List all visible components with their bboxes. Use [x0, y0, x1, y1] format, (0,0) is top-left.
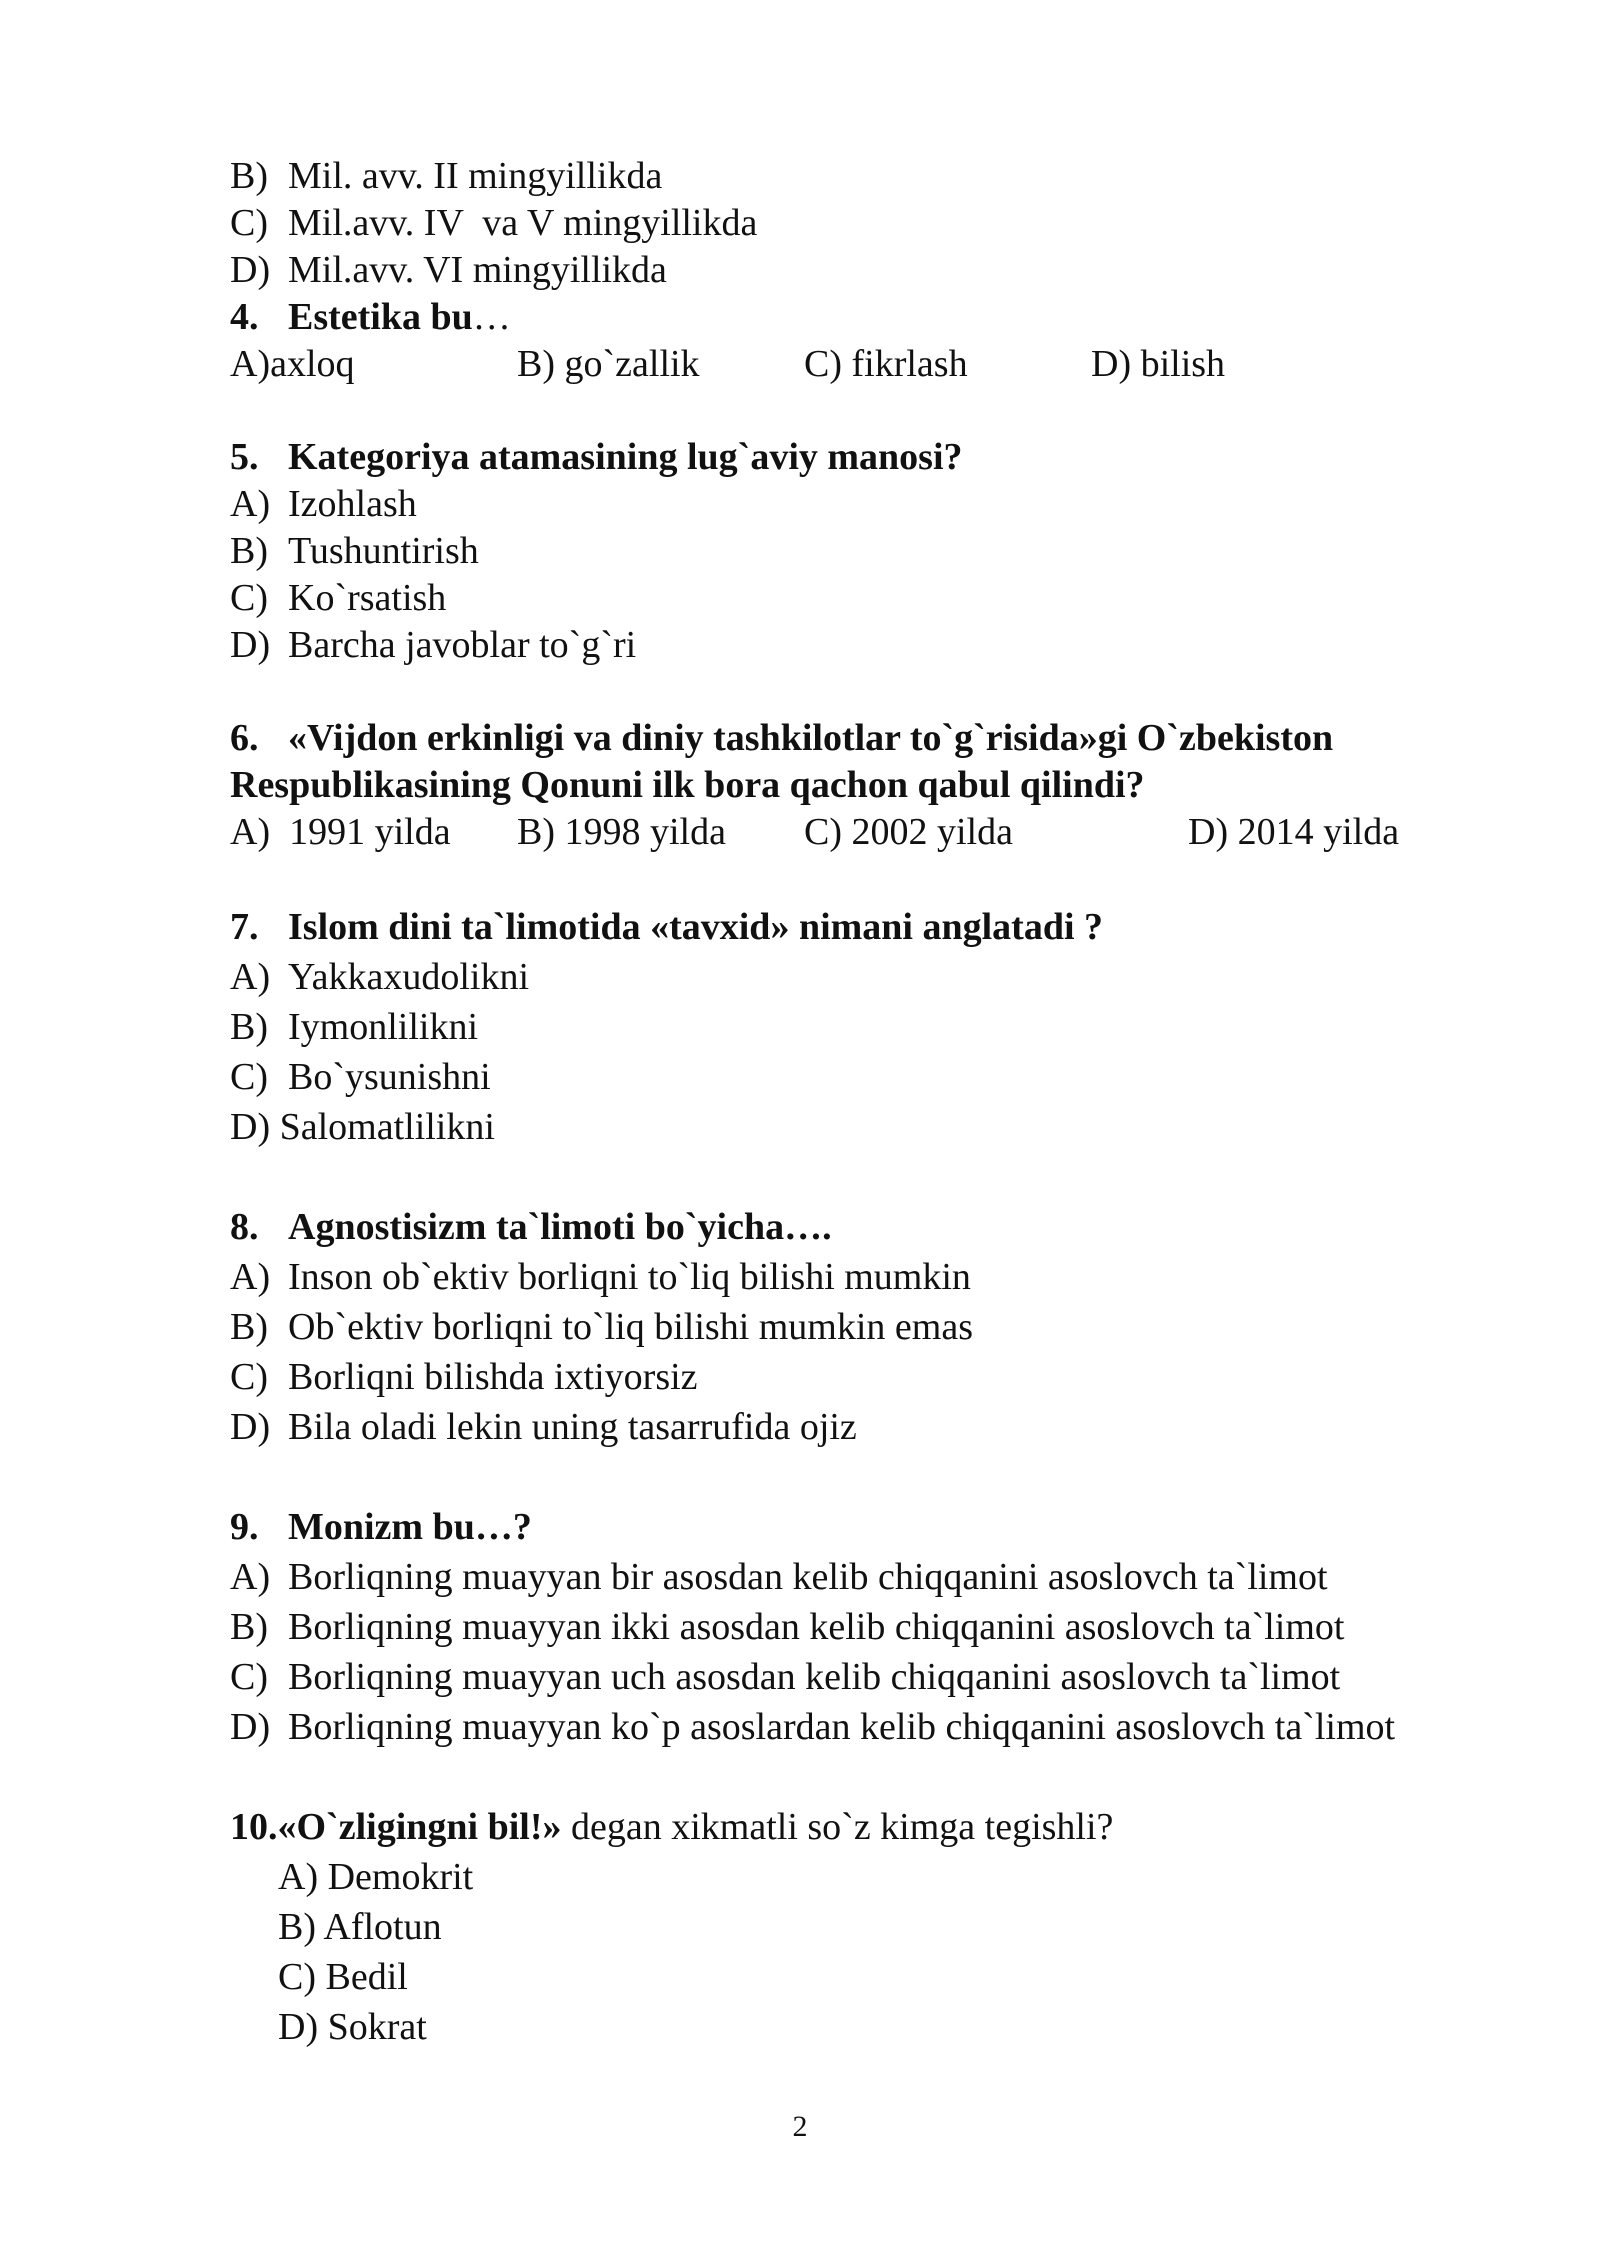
q7-option-a	[230, 954, 529, 1000]
option-text: Borliqning muayyan ikki asosdan kelib chiqqanini asoslovch ta`limot	[288, 1606, 1345, 1648]
q10-option-b: B) Aflotun	[278, 1906, 442, 1948]
option-letter: B)	[230, 1606, 268, 1648]
q4-option-c: C) fikrlash	[804, 343, 968, 385]
option-letter: A)	[230, 956, 271, 998]
q8-option-b	[230, 1304, 973, 1350]
q7-option-c	[230, 1054, 491, 1100]
question-text: Monizm bu…?	[288, 1506, 532, 1548]
question-10	[230, 1804, 1113, 1850]
option-letter: A)	[230, 1556, 271, 1598]
q7-option-b	[230, 1004, 478, 1050]
option-letter: B)	[230, 1006, 268, 1048]
option-text: Borliqning muayyan uch asosdan kelib chiqqanini asoslovch ta`limot	[288, 1656, 1341, 1698]
option-text: Borliqni bilishda ixtiyorsiz	[288, 1356, 698, 1398]
question-number: 6.	[230, 717, 259, 759]
question-text-line1: «Vijdon erkinligi va diniy tashkilotlar to`g`risida»gi O`zbekiston	[288, 717, 1334, 759]
q5-option-b	[230, 528, 479, 574]
q3-option-c	[230, 200, 757, 246]
option-letter: B)	[230, 155, 268, 197]
q4-option-a: A)axloq	[230, 343, 355, 385]
q10-option-a: A) Demokrit	[278, 1856, 474, 1898]
option-letter: C)	[230, 1356, 268, 1398]
question-number: 4.	[230, 296, 259, 338]
q8-option-a	[230, 1254, 971, 1300]
option-text: Ob`ektiv borliqni to`liq bilishi mumkin emas	[288, 1306, 974, 1348]
option-text: Mil. avv. II mingyillikda	[288, 155, 663, 197]
option-text: Borliqning muayyan bir asosdan kelib chiqqanini asoslovch ta`limot	[288, 1556, 1328, 1598]
q9-option-d	[230, 1704, 1395, 1750]
q9-option-c	[230, 1654, 1340, 1700]
option-text: Tushuntirish	[288, 530, 479, 572]
question-number-and-quote: 10.«O`zligingni bil!»	[230, 1806, 562, 1848]
option-letter: D)	[230, 249, 271, 291]
question-number: 8.	[230, 1206, 259, 1248]
question-7	[230, 904, 1103, 950]
q6-option-d: D) 2014 yilda	[1188, 811, 1400, 853]
option-letter: A)	[230, 1256, 271, 1298]
option-text: Iymonlilikni	[288, 1006, 478, 1048]
option-text: Borliqning muayyan ko`p asoslardan kelib chiqqanini asoslovch ta`limot	[288, 1706, 1396, 1748]
question-number: 9.	[230, 1506, 259, 1548]
question-ellipsis: …	[472, 296, 511, 338]
q6-option-a: A) 1991 yilda	[230, 811, 451, 853]
option-letter: D)	[230, 1406, 271, 1448]
option-letter: B)	[230, 530, 268, 572]
question-number: 5.	[230, 436, 259, 478]
option-letter: C)	[230, 202, 268, 244]
option-text: Izohlash	[288, 483, 417, 525]
option-text: Barcha javoblar to`g`ri	[288, 624, 637, 666]
q3-option-b	[230, 153, 662, 199]
question-5	[230, 434, 963, 480]
q10-option-d: D) Sokrat	[278, 2006, 427, 2048]
question-6	[230, 715, 1333, 761]
question-text: degan xikmatli so`z kimga tegishli?	[561, 1806, 1114, 1848]
option-text: Bila oladi lekin uning tasarrufida ojiz	[288, 1406, 857, 1448]
q5-option-c	[230, 575, 446, 621]
question-4	[230, 294, 511, 340]
question-text: Kategoriya atamasining lug`aviy manosi?	[288, 436, 963, 478]
question-6-text-line2: Respublikasining Qonuni ilk bora qachon qabul qilindi?	[230, 764, 1145, 806]
q8-option-d	[230, 1404, 857, 1450]
option-text: Mil.avv. IV va V mingyillikda	[288, 202, 758, 244]
q3-option-d	[230, 247, 667, 293]
question-8	[230, 1204, 832, 1250]
option-letter: B)	[230, 1306, 268, 1348]
q5-option-a	[230, 481, 417, 527]
option-text: Mil.avv. VI mingyillikda	[288, 249, 667, 291]
option-letter: C)	[230, 577, 268, 619]
option-letter: D)	[230, 1706, 271, 1748]
q6-option-c: C) 2002 yilda	[804, 811, 1013, 853]
question-text: Islom dini ta`limotida «tavxid» nimani anglatadi ?	[288, 906, 1104, 948]
q4-option-d: D) bilish	[1091, 343, 1226, 385]
q5-option-d	[230, 622, 636, 668]
q4-option-b: B) go`zallik	[517, 343, 700, 385]
q9-option-b	[230, 1604, 1344, 1650]
q9-option-a	[230, 1554, 1328, 1600]
q8-option-c	[230, 1354, 698, 1400]
q7-option-d: D) Salomatlilikni	[230, 1106, 495, 1148]
option-letter: C)	[230, 1056, 268, 1098]
question-number: 7.	[230, 906, 259, 948]
page-number: 2	[792, 2110, 808, 2143]
option-text: Ko`rsatish	[288, 577, 447, 619]
question-text: Agnostisizm ta`limoti bo`yicha….	[288, 1206, 832, 1248]
question-text: Estetika bu	[288, 296, 473, 338]
option-text: Bo`ysunishni	[288, 1056, 491, 1098]
option-letter: A)	[230, 483, 271, 525]
q6-option-b: B) 1998 yilda	[517, 811, 726, 853]
question-9	[230, 1504, 532, 1550]
option-text: Inson ob`ektiv borliqni to`liq bilishi mumkin	[288, 1256, 971, 1298]
q10-option-c: C) Bedil	[278, 1956, 408, 1998]
option-text: Yakkaxudolikni	[288, 956, 530, 998]
option-letter: C)	[230, 1656, 268, 1698]
option-letter: D)	[230, 624, 271, 666]
